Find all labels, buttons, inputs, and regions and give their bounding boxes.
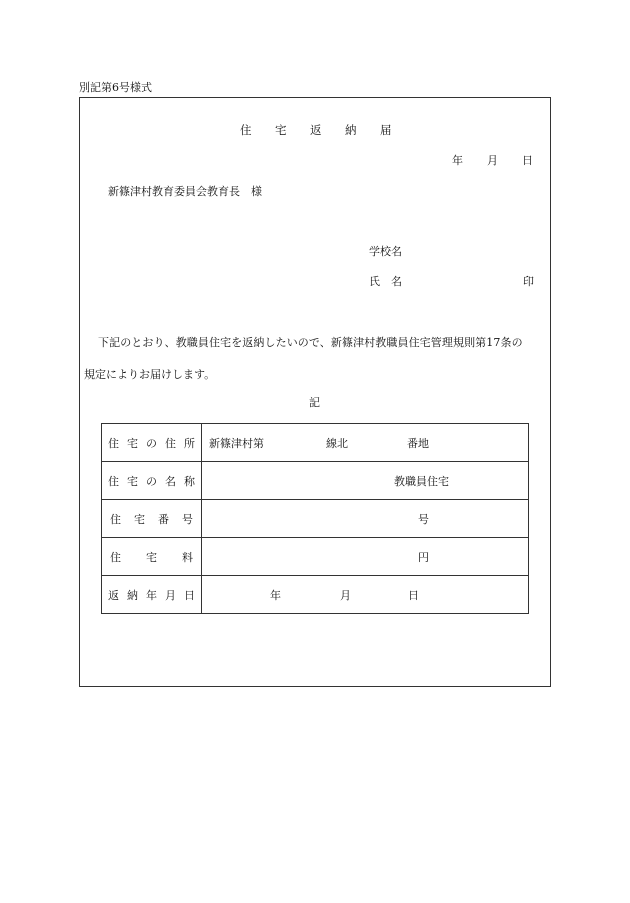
row-value-rent[interactable] (202, 538, 529, 576)
label-char: 住 (165, 436, 176, 450)
value-part: 月 (340, 588, 351, 602)
row-value-address[interactable] (202, 424, 529, 462)
row-label-house-name (102, 462, 202, 500)
table-row (102, 538, 529, 576)
row-label-rent (102, 538, 202, 576)
label-char: 住 (110, 512, 121, 526)
date-month-label: 月 (487, 154, 498, 167)
row-value-return-date[interactable] (202, 576, 529, 614)
applicant-name-label: 氏 名 (369, 275, 402, 288)
value-part: 号 (418, 512, 429, 526)
title-char: 納 (345, 123, 357, 137)
school-name-label: 学校名 (369, 245, 402, 258)
label-char: 住 (110, 550, 121, 564)
label-char: の (146, 436, 157, 450)
label-char: 宅 (127, 474, 138, 488)
value-part: 番地 (407, 436, 429, 450)
table-row (102, 462, 529, 500)
label-char: 宅 (134, 512, 145, 526)
label-char: 称 (184, 474, 195, 488)
body-text-line-1: 下記のとおり、教職員住宅を返納したいので、新篠津村教職員住宅管理規則第17条の (98, 336, 523, 349)
date-day-label: 日 (522, 154, 533, 167)
label-char: 番 (158, 512, 169, 526)
seal-mark: 印 (523, 275, 534, 288)
value-part: 円 (418, 550, 429, 564)
title-char: 住 (240, 123, 252, 137)
label-char: 料 (182, 550, 193, 564)
ki-heading: 記 (309, 396, 320, 409)
body-text-line-2: 規定によりお届けします。 (84, 368, 216, 381)
row-value-house-name[interactable] (202, 462, 529, 500)
title-char: 宅 (275, 123, 287, 137)
value-part: 年 (270, 588, 281, 602)
label-char: 所 (184, 436, 195, 450)
table-row (102, 424, 529, 462)
label-char: 納 (127, 588, 138, 602)
form-title (240, 125, 392, 137)
value-part: 新篠津村第 (209, 436, 264, 450)
form-id: 別記第6号様式 (79, 81, 152, 94)
table-row (102, 500, 529, 538)
label-char: 日 (184, 588, 195, 602)
addressee: 新篠津村教育委員会教育長 様 (108, 185, 262, 198)
title-char: 届 (380, 123, 392, 137)
row-label-address (102, 424, 202, 462)
label-char: 住 (108, 474, 119, 488)
row-value-house-number[interactable] (202, 500, 529, 538)
label-char: 宅 (127, 436, 138, 450)
value-part: 教職員住宅 (394, 474, 449, 488)
label-char: 月 (165, 588, 176, 602)
label-char: 号 (182, 512, 193, 526)
label-char: 年 (146, 588, 157, 602)
title-char: 返 (310, 123, 322, 137)
table-row (102, 576, 529, 614)
label-char: 住 (108, 436, 119, 450)
label-char: の (146, 474, 157, 488)
label-char: 名 (165, 474, 176, 488)
detail-table (101, 423, 529, 614)
row-label-house-number (102, 500, 202, 538)
label-char: 宅 (146, 550, 157, 564)
row-label-return-date (102, 576, 202, 614)
date-year-label: 年 (452, 154, 463, 167)
value-part: 線北 (326, 436, 348, 450)
label-char: 返 (108, 588, 119, 602)
value-part: 日 (408, 588, 419, 602)
